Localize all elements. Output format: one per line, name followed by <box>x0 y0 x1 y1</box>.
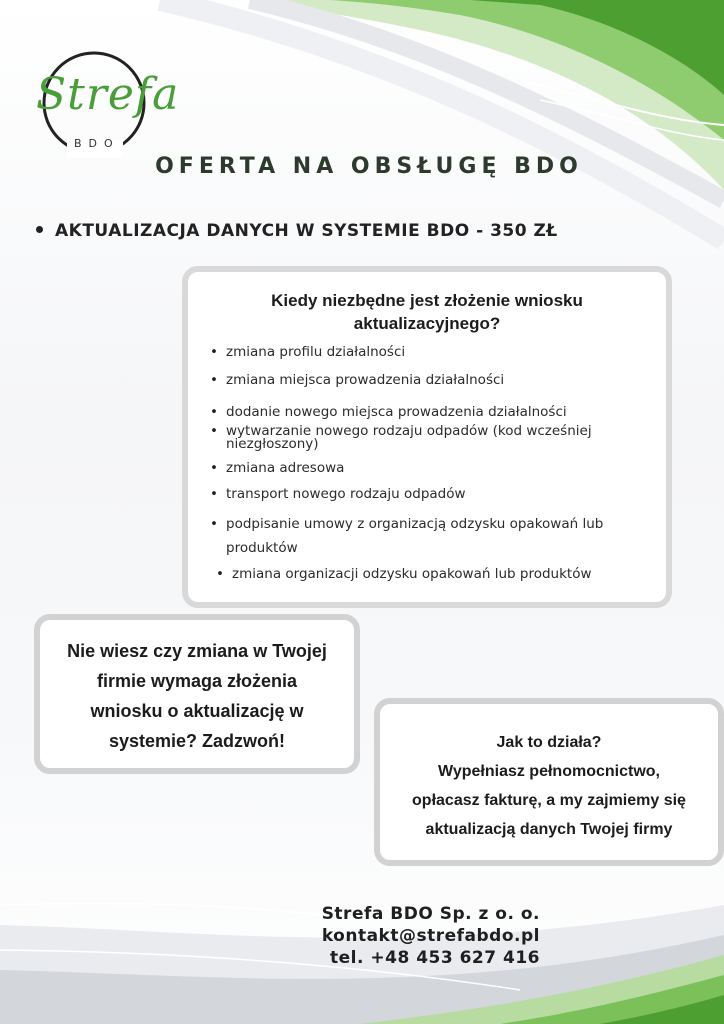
email-link[interactable]: kontakt@strefabdo.pl <box>321 926 540 946</box>
company-name: Strefa BDO Sp. z o. o. <box>321 904 540 924</box>
how-it-works-box <box>374 698 724 866</box>
list-item: • zmiana miejsca prowadzenia działalności <box>208 372 656 388</box>
list-item: • podpisanie umowy z organizacją odzysku opakowań lub produktów <box>208 512 656 560</box>
how-it-works-line: Wypełniasz pełnomocnictwo, <box>438 763 660 780</box>
call-us-line: Nie wiesz czy zmiana w Twojej <box>67 641 327 661</box>
list-item: • zmiana organizacji odzysku opakowań lub produktów <box>214 566 656 582</box>
update-reasons-heading <box>188 289 666 335</box>
call-us-box <box>34 614 360 774</box>
call-us-line: firmie wymaga złożenia <box>96 671 298 691</box>
heading-line-1: Kiedy niezbędne jest złożenie wniosku <box>271 291 583 310</box>
update-reasons-list <box>208 344 656 582</box>
how-it-works-text <box>380 728 718 844</box>
list-item: • zmiana adresowa <box>208 460 656 476</box>
phone-number[interactable]: tel. +48 453 627 416 <box>330 948 540 968</box>
list-item: • wytwarzanie nowego rodzaju odpadów (kod wcześniej niezgłoszony) <box>208 425 656 451</box>
strefa-bdo-logo <box>22 45 180 165</box>
list-item: • transport nowego rodzaju odpadów <box>208 486 656 502</box>
service-line <box>36 221 558 241</box>
list-item: • dodanie nowego miejsca prowadzenia działalności <box>208 404 656 420</box>
list-item: • zmiana profilu działalności <box>208 344 656 360</box>
call-us-line: systemie? Zadzwoń! <box>108 731 286 751</box>
bullet-icon <box>36 226 43 233</box>
call-us-line: wniosku o aktualizację w <box>90 701 304 721</box>
logo-subtitle: BDO <box>74 137 120 150</box>
call-us-text <box>40 636 354 756</box>
page-title: OFERTA NA OBSŁUGĘ BDO <box>155 154 583 179</box>
how-it-works-line: Jak to działa? <box>496 734 602 751</box>
service-text: AKTUALIZACJA DANYCH W SYSTEMIE BDO - 350 ZŁ <box>55 221 558 241</box>
logo-wordmark: Strefa <box>36 69 180 120</box>
contact-footer <box>210 903 540 969</box>
heading-line-2: aktualizacyjnego? <box>353 314 501 333</box>
update-reasons-box <box>182 266 672 608</box>
how-it-works-line: aktualizacją danych Twojej firmy <box>425 821 673 838</box>
how-it-works-line: opłacasz fakturę, a my zajmiemy się <box>412 792 686 809</box>
